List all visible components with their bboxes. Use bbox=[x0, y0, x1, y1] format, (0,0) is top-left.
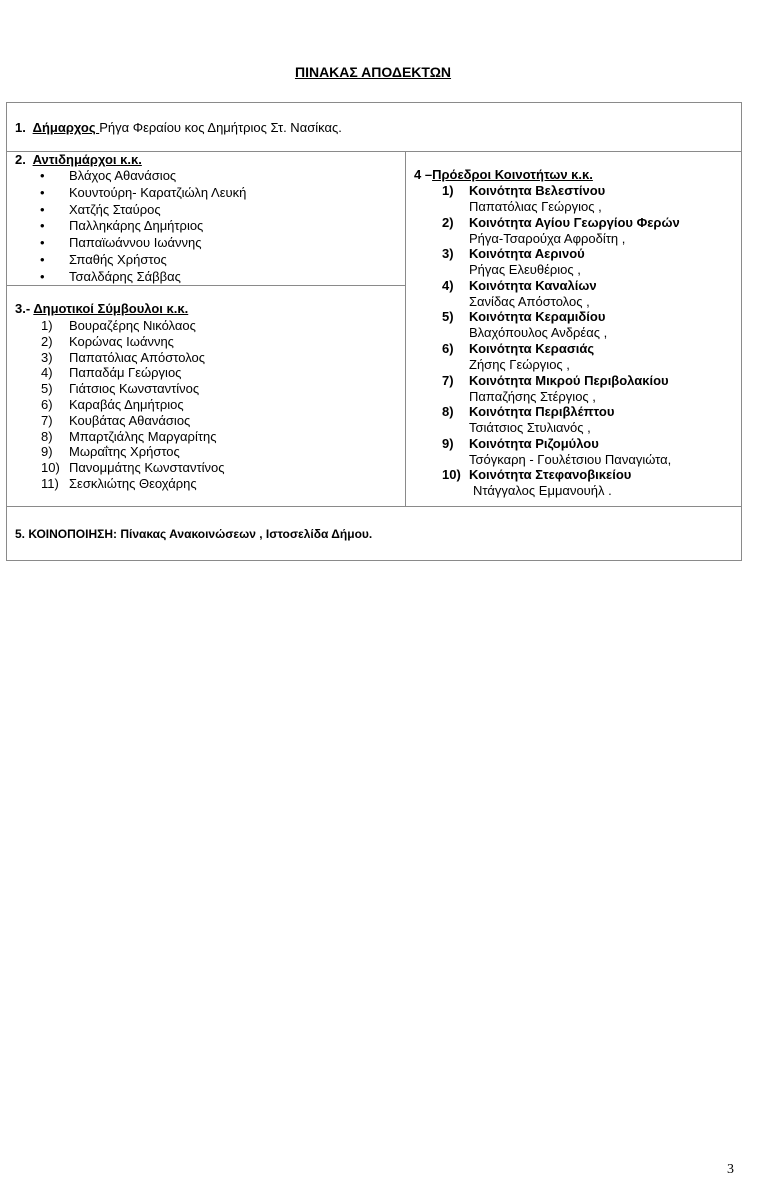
deputy-mayor-name: Παπαϊωάννου Ιωάννης bbox=[69, 235, 202, 251]
president-name: Ντάγγαλος Εμμανουήλ . bbox=[473, 483, 612, 499]
bullet-icon: • bbox=[40, 168, 45, 183]
councillor-name: Γιάτσιος Κωνσταντίνος bbox=[69, 381, 200, 397]
list-item bbox=[406, 183, 736, 215]
item-number: 4) bbox=[41, 365, 53, 381]
section-3-label: Δημοτικοί Σύμβουλοι κ.κ. bbox=[33, 301, 189, 316]
section-community-presidents bbox=[405, 151, 742, 507]
president-name: Ρήγας Ελευθέριος , bbox=[469, 262, 581, 278]
item-number: 3) bbox=[41, 349, 53, 365]
item-number: 6) bbox=[41, 397, 53, 412]
section-4-heading bbox=[414, 167, 593, 183]
list-item bbox=[406, 467, 736, 499]
section-2-heading bbox=[15, 152, 142, 168]
community-name: Κοινότητα Ριζομύλου bbox=[469, 435, 599, 451]
president-name: Ρήγα-Τσαρούχα Αφροδίτη , bbox=[469, 230, 626, 246]
item-number: 2) bbox=[41, 333, 53, 349]
item-number: 5) bbox=[41, 381, 53, 397]
president-name: Τσόγκαρη - Γουλέτσιου Παναγιώτα, bbox=[469, 451, 672, 467]
item-number: 8) bbox=[41, 428, 53, 444]
item-number: 5) bbox=[442, 309, 454, 325]
councillor-name: Σεσκλιώτης Θεοχάρης bbox=[69, 476, 197, 491]
councillor-name: Πανομμάτης Κωνσταντίνος bbox=[69, 460, 225, 476]
community-name: Κοινότητα Αγίου Γεωργίου Φερών bbox=[469, 214, 680, 230]
councillor-name: Παπαδάμ Γεώργιος bbox=[69, 365, 182, 381]
community-name: Κοινότητα Βελεστίνου bbox=[469, 183, 606, 198]
community-name: Κοινότητα Περιβλέπτου bbox=[469, 404, 615, 420]
document-title: ΠΙΝΑΚΑΣ ΑΠΟΔΕΚΤΩΝ bbox=[294, 64, 452, 80]
bullet-icon: • bbox=[40, 252, 45, 267]
item-number: 8) bbox=[442, 404, 454, 420]
president-name: Παπαζήσης Στέργιος , bbox=[469, 388, 596, 404]
community-name: Κοινότητα Αερινού bbox=[469, 246, 585, 262]
section-deputy-mayors bbox=[6, 151, 406, 286]
president-name: Βλαχόπουλος Ανδρέας , bbox=[469, 325, 608, 341]
section-2-label: Αντιδημάρχοι κ.κ. bbox=[32, 152, 142, 167]
councillor-name: Μωραΐτης Χρήστος bbox=[69, 444, 180, 460]
section-1-heading bbox=[15, 120, 342, 136]
community-name: Κοινότητα Καναλίων bbox=[469, 277, 597, 293]
item-number: 9) bbox=[41, 444, 53, 460]
item-number: 4) bbox=[442, 277, 454, 293]
councillor-name: Παπατόλιας Απόστολος bbox=[69, 349, 206, 365]
item-number: 1) bbox=[442, 183, 454, 198]
item-number: 1) bbox=[41, 318, 53, 333]
page-number: 3 bbox=[727, 1162, 734, 1177]
bullet-icon: • bbox=[40, 268, 45, 284]
list-item bbox=[406, 278, 736, 310]
item-number: 7) bbox=[442, 372, 454, 388]
community-name: Κοινότητα Μικρού Περιβολακίου bbox=[469, 372, 669, 388]
bullet-icon: • bbox=[40, 201, 45, 217]
section-notification bbox=[6, 506, 742, 561]
section-councillors bbox=[6, 285, 406, 507]
notification-text: 5. ΚΟΙΝΟΠΟΙΗΣΗ: Πίνακας Ανακοινώσεων , Ιστοσελίδα Δήμου. bbox=[15, 527, 373, 541]
community-name: Κοινότητα Κεραμιδίου bbox=[469, 309, 606, 325]
section-3-number: 3.- bbox=[15, 301, 31, 316]
section-1-text: Ρήγα Φεραίου κος Δημήτριος Στ. Νασίκας. bbox=[99, 120, 342, 135]
section-3-heading bbox=[15, 301, 188, 317]
list-item bbox=[406, 246, 736, 278]
community-name: Κοινότητα Στεφανοβικείου bbox=[469, 467, 632, 483]
president-name: Σανίδας Απόστολος , bbox=[469, 293, 590, 309]
section-4-label: Πρόεδροι Κοινοτήτων κ.κ. bbox=[432, 167, 593, 182]
section-2-number: 2. bbox=[15, 152, 26, 167]
deputy-mayor-name: Παλληκάρης Δημήτριος bbox=[69, 218, 204, 234]
bullet-icon: • bbox=[40, 235, 45, 251]
list-item bbox=[406, 341, 736, 373]
item-number: 7) bbox=[41, 412, 53, 428]
section-mayor bbox=[6, 102, 742, 152]
deputy-mayor-name: Σπαθής Χρήστος bbox=[69, 252, 167, 267]
item-number: 10) bbox=[442, 467, 461, 483]
list-item bbox=[406, 309, 736, 341]
councillor-name: Μπαρτζιάλης Μαργαρίτης bbox=[69, 428, 217, 444]
bullet-icon: • bbox=[40, 184, 45, 200]
list-item bbox=[406, 215, 736, 247]
councillor-name: Καραβάς Δημήτριος bbox=[69, 397, 184, 412]
president-name: Ζήσης Γεώργιος , bbox=[469, 357, 570, 372]
deputy-mayor-name: Κουντούρη- Καρατζιώλη Λευκή bbox=[69, 184, 247, 200]
list-item bbox=[406, 404, 736, 436]
item-number: 2) bbox=[442, 214, 454, 230]
deputy-mayor-name: Βλάχος Αθανάσιος bbox=[69, 168, 177, 183]
item-number: 6) bbox=[442, 341, 454, 356]
section-1-label: Δήμαρχος bbox=[32, 120, 100, 135]
deputy-mayor-name: Τσαλδάρης Σάββας bbox=[69, 268, 181, 284]
list-item bbox=[406, 373, 736, 405]
president-name: Παπατόλιας Γεώργιος , bbox=[469, 199, 602, 214]
list-item bbox=[406, 436, 736, 468]
section-4-number: 4 – bbox=[414, 167, 433, 182]
councillor-name: Βουραζέρης Νικόλαος bbox=[69, 318, 196, 333]
item-number: 3) bbox=[442, 246, 454, 262]
councillor-name: Κορώνας Ιωάννης bbox=[69, 333, 174, 349]
deputy-mayor-name: Χατζής Σταύρος bbox=[69, 201, 161, 217]
community-name: Κοινότητα Κερασιάς bbox=[469, 341, 595, 356]
bullet-icon: • bbox=[40, 218, 45, 234]
item-number: 10) bbox=[41, 460, 60, 476]
item-number: 11) bbox=[41, 476, 59, 491]
item-number: 9) bbox=[442, 435, 454, 451]
president-name: Τσιάτσιος Στυλιανός , bbox=[469, 420, 591, 436]
section-1-number: 1. bbox=[15, 120, 26, 135]
councillor-name: Κουβάτας Αθανάσιος bbox=[69, 412, 191, 428]
